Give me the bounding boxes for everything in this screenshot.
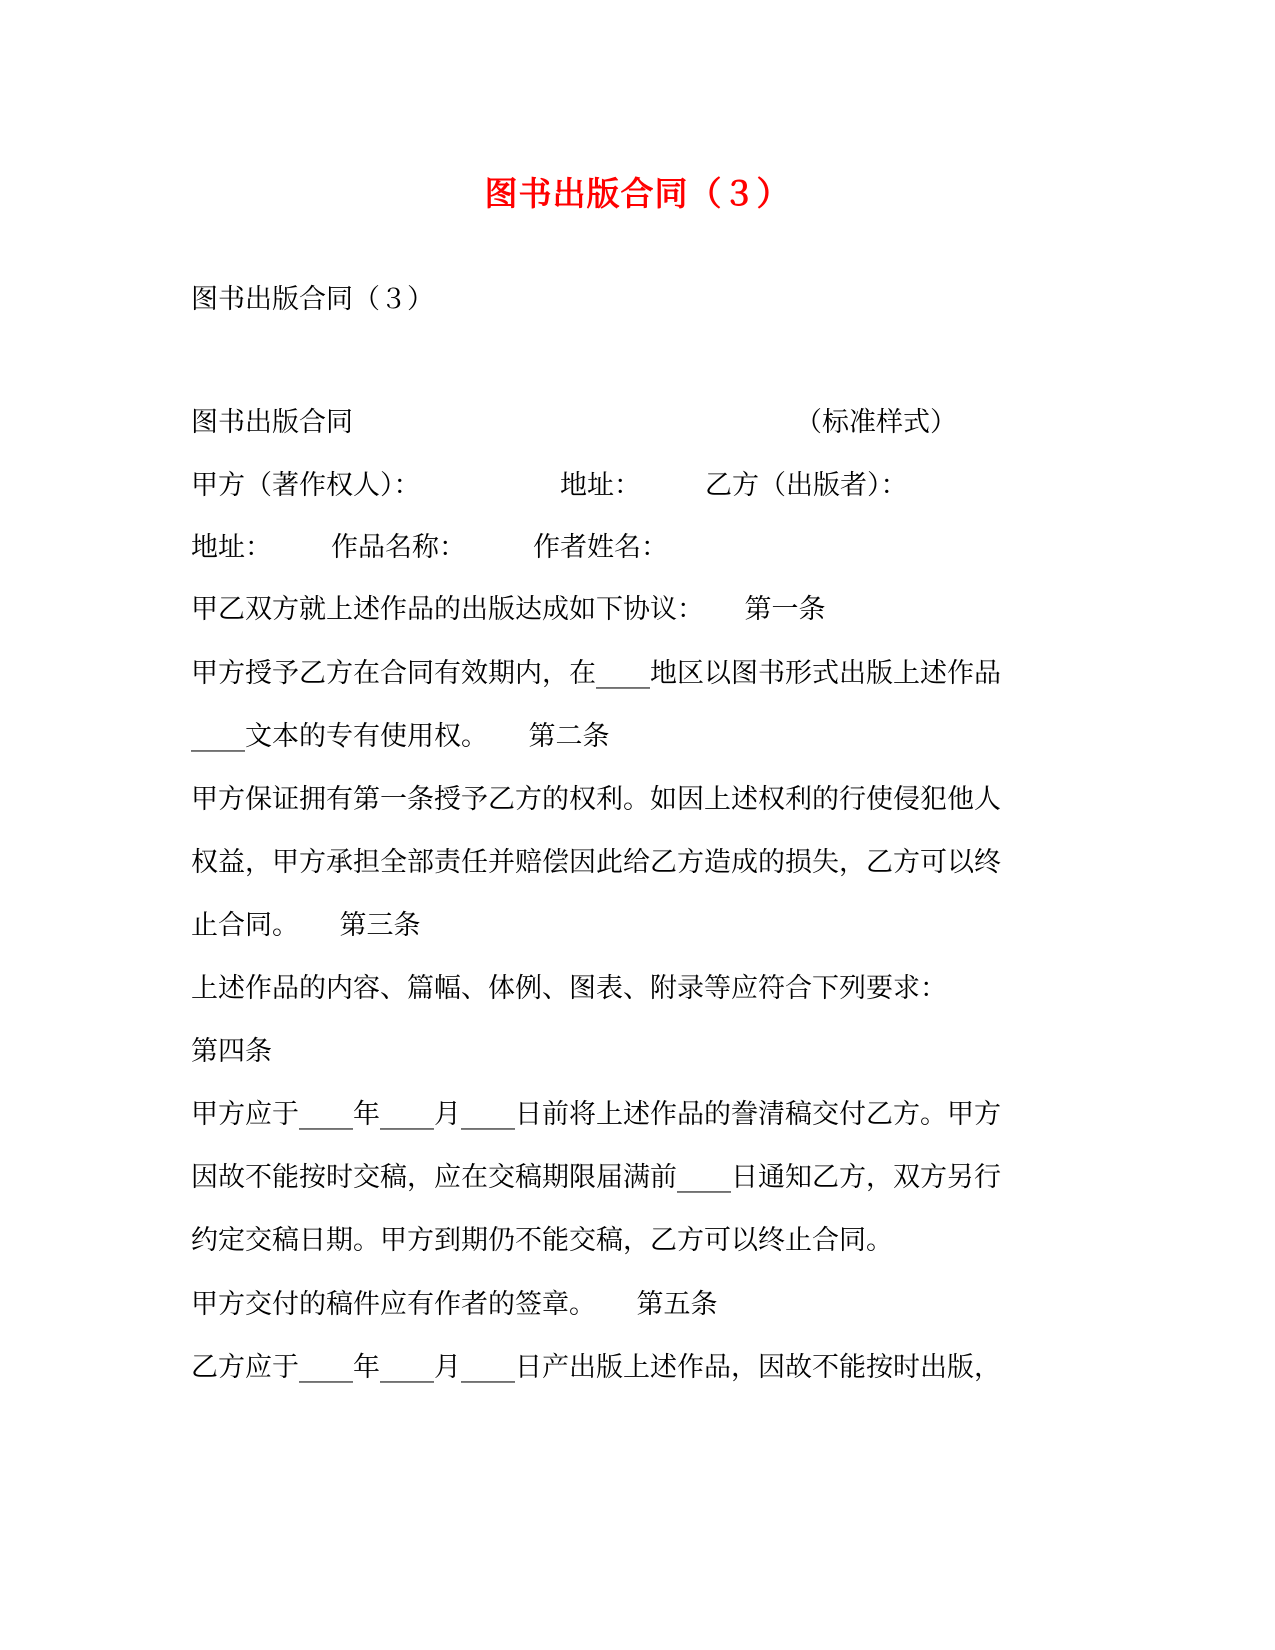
party-b-label: 乙方（出版者）： (705, 470, 908, 501)
document-subtitle: 图书出版合同（３） (191, 284, 434, 315)
body-line: 止合同。 第三条 (191, 910, 421, 941)
party-a-address-label: 地址： (560, 470, 641, 501)
document-title: 图书出版合同（３） (484, 174, 791, 213)
address-label: 地址： (191, 532, 272, 563)
body-line: 甲乙双方就上述作品的出版达成如下协议： 第一条 (191, 594, 826, 625)
body-line: ____文本的专有使用权。 第二条 (191, 721, 610, 752)
contract-header-left: 图书出版合同 (191, 407, 353, 438)
body-line: 权益，甲方承担全部责任并赔偿因此给乙方造成的损失，乙方可以终 (191, 847, 1001, 878)
body-line: 甲方保证拥有第一条授予乙方的权利。如因上述权利的行使侵犯他人 (191, 784, 1001, 815)
body-line: 第四条 (191, 1036, 272, 1067)
author-name-label: 作者姓名： (533, 532, 668, 563)
contract-header-right: （标准样式） (795, 407, 957, 438)
body-line: 乙方应于____年____月____日产出版上述作品，因故不能按时出版， (191, 1352, 1001, 1383)
body-line: 因故不能按时交稿，应在交稿期限届满前____日通知乙方，双方另行 (191, 1162, 1001, 1193)
party-a-label: 甲方（著作权人）： (191, 470, 421, 501)
body-line: 甲方应于____年____月____日前将上述作品的誊清稿交付乙方。甲方 (191, 1099, 1001, 1130)
work-name-label: 作品名称： (331, 532, 466, 563)
body-line: 甲方授予乙方在合同有效期内，在____地区以图书形式出版上述作品 (191, 658, 1001, 689)
body-line: 甲方交付的稿件应有作者的签章。 第五条 (191, 1289, 718, 1320)
body-line: 上述作品的内容、篇幅、体例、图表、附录等应符合下列要求： (191, 973, 947, 1004)
body-line: 约定交稿日期。甲方到期仍不能交稿，乙方可以终止合同。 (191, 1225, 893, 1256)
